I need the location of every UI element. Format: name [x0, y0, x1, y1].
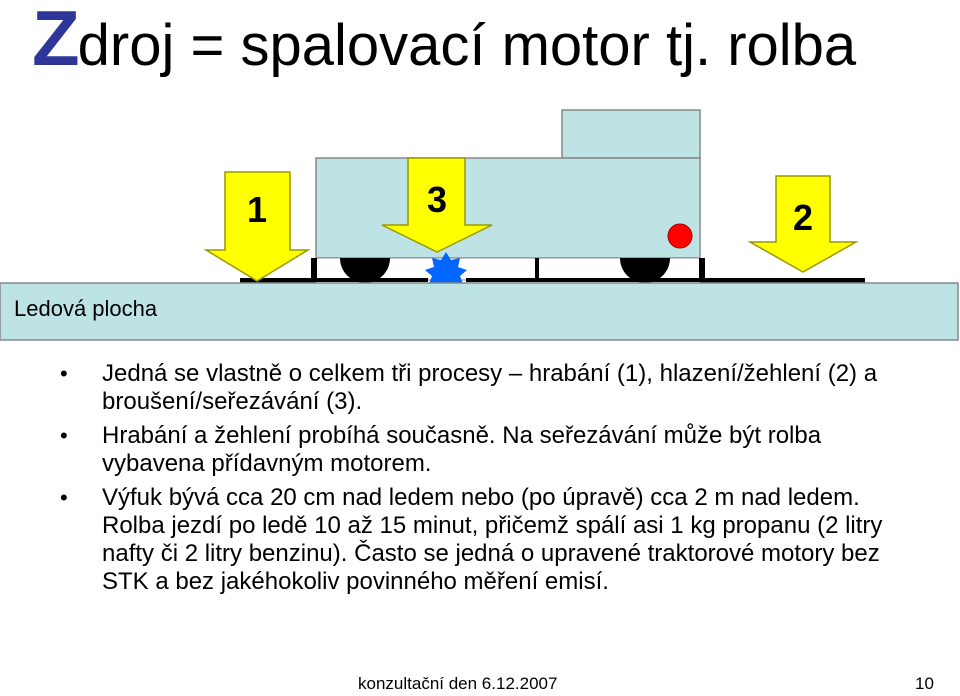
arrow-3-label: 3: [426, 179, 448, 220]
page-number: 10: [915, 674, 934, 693]
exhaust-dot: [668, 224, 692, 248]
bullet-text: Hrabání a žehlení probíhá současně. Na seřezávání může být rolba vybavena přídavným motorem.: [102, 422, 822, 477]
bullet-item: [60, 360, 920, 416]
middle-bar-2: [466, 278, 700, 282]
arrow-2-label: 2: [792, 197, 814, 238]
bullet-dot-icon: •: [60, 485, 68, 510]
machine-body: [316, 158, 700, 258]
slide-title: [32, 2, 856, 82]
bullet-dot-icon: •: [60, 361, 68, 386]
ice-surface-label: Ledová plocha: [14, 296, 158, 321]
middle-bar-1: [316, 278, 428, 282]
arrow-2: [750, 176, 856, 272]
machine-cab: [562, 110, 700, 158]
title-first-letter: Z: [32, 0, 78, 82]
title-rest: droj = spalovací motor tj. rolba: [77, 13, 857, 78]
arrow-1: [206, 172, 308, 281]
arrow-1-label: 1: [246, 189, 268, 230]
bullet-item: [60, 422, 920, 478]
bullet-text: Výfuk bývá cca 20 cm nad ledem nebo (po úpravě) cca 2 m nad ledem. Rolba jezdí po ledě 10 až 15 minut, přičemž spálí asi 1 kg propanu (2 litry nafty či 2 litry benzinu). Často se jedná o upravené traktorové motory bez STK a bez jakéhokoliv povinného měření emisí.: [102, 484, 883, 595]
bullet-text: Jedná se vlastně o celkem tři procesy – hrabání (1), hlazení/žehlení (2) a broušení/seřezávání (3).: [102, 360, 878, 415]
footer-date: konzultační den 6.12.2007: [358, 674, 558, 693]
bullet-list: [60, 360, 920, 602]
bullet-item: [60, 484, 920, 596]
rake-bracket: [311, 258, 317, 280]
iron-bracket: [699, 258, 705, 280]
bullet-dot-icon: •: [60, 423, 68, 448]
mid-post: [535, 258, 539, 280]
